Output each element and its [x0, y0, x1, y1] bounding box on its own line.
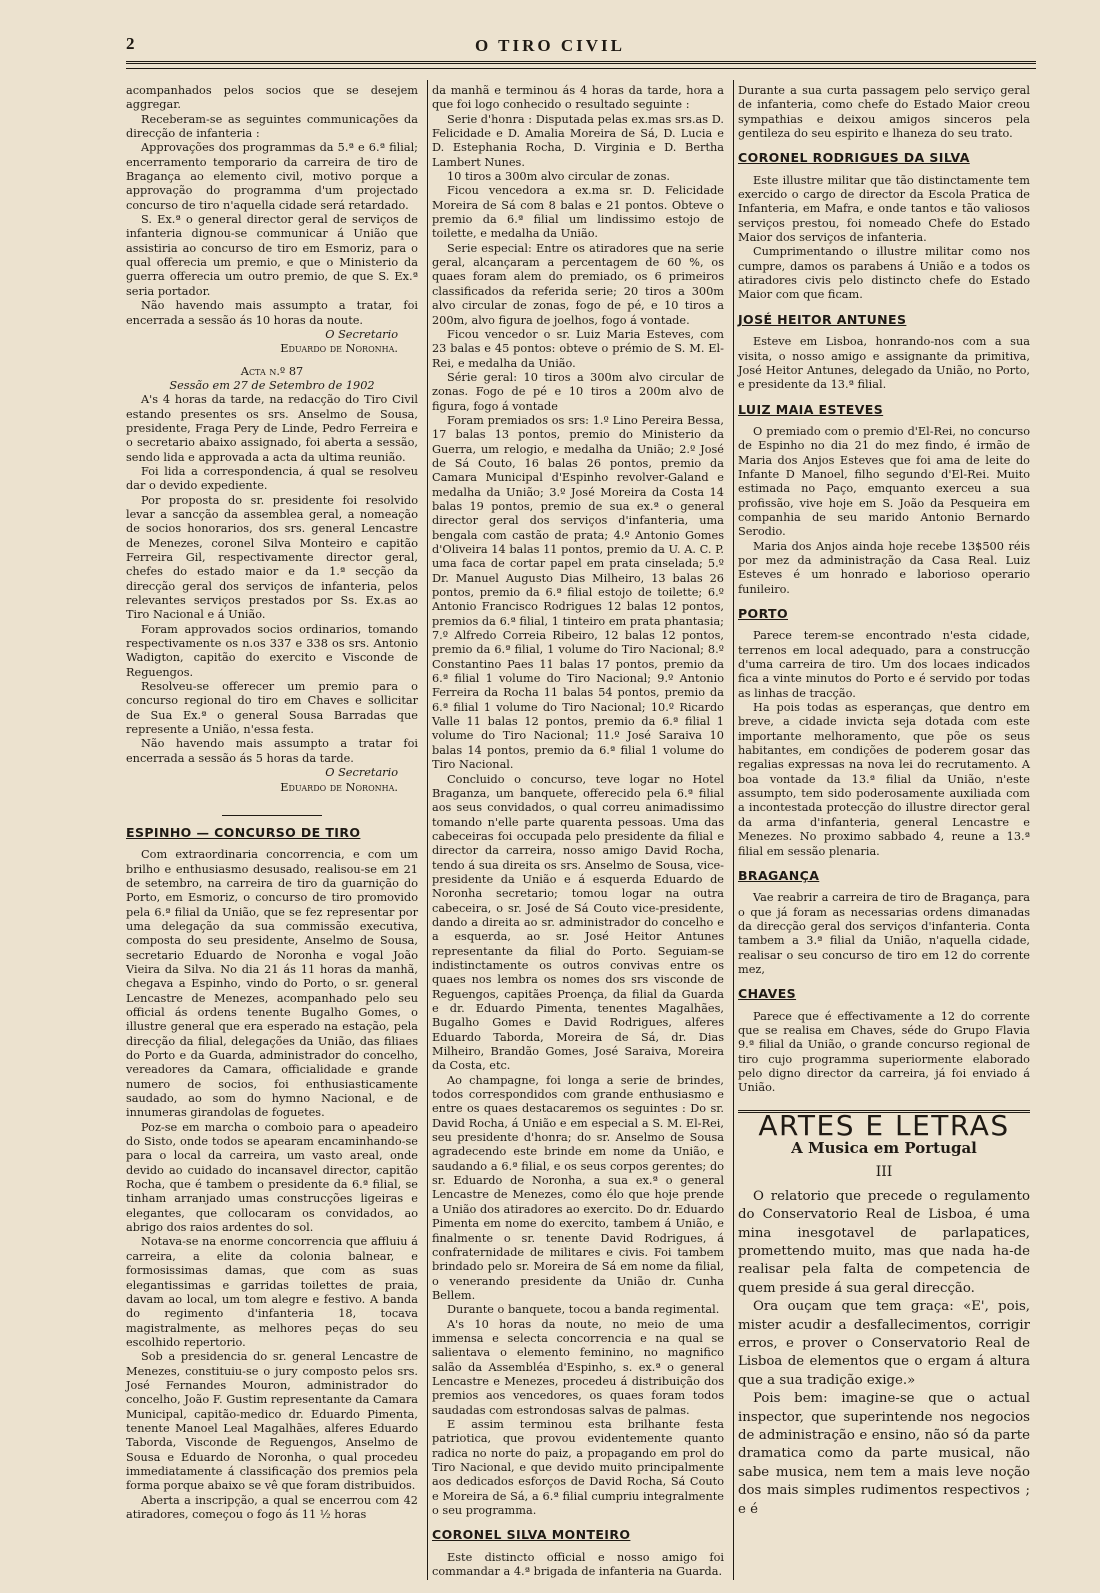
column-divider	[427, 80, 428, 1580]
paragraph: Parece que é effectivamente a 12 do corrente que se realisa em Chaves, séde do Grupo Flavia 9.ª filial da União, o grande concurso regional de tiro cujo programma superiormente elaborado pelo digno director da carreira, já foi enviado á União.	[738, 1009, 1030, 1095]
paragraph: Notava-se na enorme concorrencia que affluiu á carreira, a elite da colonia balnear, e formosissimas damas, que com as suas elegantissimas e garridas toilettes de praia, davam ao local, um tom alegre e festivo. A banda do regimento d'infanteria 18, tocava magistralmente, as melhores peças do seu escolhido repertorio.	[126, 1235, 418, 1349]
paragraph: Série geral: 10 tiros a 300m alvo circular de zonas. Fogo de pé e 10 tiros a 200m alvo de figura, fogo á vontade	[432, 370, 724, 413]
column-1	[126, 84, 418, 1522]
paragraph: Serie d'honra : Disputada pelas ex.mas srs.as D. Felicidade e D. Amalia Moreira de Sá, D. Lucia e D. Estephania Rocha, D. Virginia e D. Bertha Lambert Nunes.	[432, 112, 724, 169]
signature-role: O Secretario	[325, 327, 398, 341]
paragraph: Ao champagne, foi longa a serie de brindes, todos correspondidos com grande enthusiasmo e entre os quaes destacaremos os seguintes : Do sr. David Rocha, á União e em especial a S. M. El-Rei, seu presidente d'honra; do sr. Anselmo de Sousa agradecendo este brinde em nome da União, e saudando a 6.ª filial, e os seus corpos gerentes; do sr. Eduardo de Noronha, a sua ex.ª o general Lencastre de Menezes, como élo que hoje prende a União dos atiradores ao exercito. Do dr. Eduardo Pimenta em nome do exercito, tambem á União, e finalmente o sr. tenente David Rodrigues, á confraternidade de militares e civis. Foi tambem brindado pelo sr. Moreira de Sá em nome da filial, o venerando presidente da União dr. Cunha Bellem.	[432, 1073, 724, 1302]
header-rule-thin	[126, 68, 1036, 69]
paragraph: Ficou vencedora a ex.ma sr. D. Felicidade Moreira de Sá com 8 balas e 21 pontos. Obteve o premio da 6.ª filial um lindissimo estojo de toilette, e medalha da União.	[432, 184, 724, 241]
paragraph: Vae reabrir a carreira de tiro de Bragança, para o que já foram as necessarias ordens dimanadas da direcção geral dos serviços d'infanteria. Conta tambem a 3.ª filial da União, n'aquella cidade, realisar o seu concurso de tiro em 12 do corrente mez,	[738, 891, 1030, 976]
signature-name: Eduardo de Noronha.	[280, 342, 398, 356]
section-heading-silva-monteiro: CORONEL SILVA MONTEIRO	[432, 1527, 631, 1543]
paragraph: E assim terminou esta brilhante festa patriotica, que provou evidentemente quanto radica no norte do paiz, a propagando em prol do Tiro Nacional, e que devido muito principalmente aos dedicados esforços de David Rocha, Sá Couto e Moreira de Sá, a 6.ª filial cumpriu integralmente o seu programma.	[432, 1417, 724, 1518]
section-title-artes-e-letras: ARTES E LETRAS	[758, 1108, 1010, 1142]
paragraph: Poz-se em marcha o comboio para o apeadeiro do Sisto, onde todos se apearam encaminhando-se para o local da carreira, um vasto areal, onde devido ao cuidado do incansavel director, capitão Rocha, que é tambem o presidente da 6.ª filial, se tinham arranjado umas construcções ligeiras e elegantes, que collocaram os convidados, ao abrigo dos raios ardentes do sol.	[126, 1120, 418, 1235]
paragraph: Receberam-se as seguintes communicações da direcção de infanteria :	[126, 112, 418, 141]
chapter-number: III	[875, 1164, 893, 1181]
paragraph: Ora ouçam que tem graça: «E', pois, mister acudir a desfallecimentos, corrigir erros, e prover o Conservatorio Real de Lisboa de elementos que o ergam á altura que a sua tradição exige.»	[738, 1299, 1030, 1388]
paragraph: 10 tiros a 300m alvo circular de zonas.	[447, 170, 670, 184]
paragraph: Ha pois todas as esperanças, que dentro em breve, a cidade invicta seja dotada com este importante melhoramento, que põe os seus habitantes, em condições de poderem gosar das regalias expressas na nova lei do recrutamento. A boa vontade da 13.ª filial da União, n'este assumpto, tem sido poderosamente auxiliada com a incontestada protecção do illustre director geral da arma d'infanteria, general Lencastre e Menezes. No proximo sabbado 4, reune a 13.ª filial em sessão plenaria.	[738, 701, 1030, 858]
paragraph: Esteve em Lisboa, honrando-nos com a sua visita, o nosso amigo e assignante da primitiva, José Heitor Antunes, delegado da União, no Porto, e presidente da 13.ª filial.	[738, 335, 1030, 392]
paragraph: Foi lida a correspondencia, á qual se resolveu dar o devido expediente.	[126, 464, 418, 493]
paragraph: acompanhados pelos socios que se desejem aggregar.	[126, 84, 418, 112]
paragraph: Resolveu-se offerecer um premio para o concurso regional do tiro em Chaves e sollicitar de Sua Ex.ª o general Sousa Barradas que represente a União, n'essa festa.	[126, 680, 418, 737]
paragraph: O premiado com o premio d'El-Rei, no concurso de Espinho no dia 21 do mez findo, é irmão de Maria dos Anjos Esteves que foi ama de leite do Infante D Manoel, filho segundo d'El-Rei. Muito estimada no Paço, emquanto exerceu a sua profissão, vive hoje em S. João da Pesqueira em companhia de seu marido Antonio Bernardo Serodio.	[738, 424, 1030, 539]
paragraph: S. Ex.ª o general director geral de serviços de infanteria dignou-se communicar á União que assistiria ao concurso de tiro em Esmoriz, para o qual offerecia um premio, e que o Ministerio da guerra offerecia um outro premio, de que S. Ex.ª seria portador.	[126, 213, 418, 298]
section-heading-heitor-antunes: JOSÉ HEITOR ANTUNES	[738, 311, 907, 327]
column-2	[432, 84, 724, 1579]
section-heading-espinho: ESPINHO — CONCURSO DE TIRO	[126, 824, 361, 840]
paragraph: O relatorio que precede o regulamento do Conservatorio Real de Lisboa, é uma mina inesgotavel de parlapatices, promettendo muito, mas que nada ha-de realisar pela falta de competencia de quem preside á sua geral direcção.	[738, 1188, 1030, 1296]
paragraph: Concluido o concurso, teve logar no Hotel Braganza, um banquete, offerecido pela 6.ª filial aos seus convidados, o qual correu animadissimo tomando n'elle parte quarenta pessoas. Uma das cabeceiras foi occupada pelo presidente da filial e director da carreira, nosso amigo David Rocha, tendo á sua direita os srs. Anselmo de Sousa, vice-presidente da União e á esquerda Eduardo de Noronha secretario; tomou logar na outra cabeceira, o sr. José de Sá Couto vice-presidente, dando a direita ao sr. administrador do concelho e a esquerda, ao sr. José Heitor Antunes representante da filial do Porto. Seguiam-se indistinctamente os outros convivas entre os quaes nos lembra os nomes dos srs visconde de Reguengos, capitães Proença, da filial da Guarda e dr. Eduardo Pimenta, tenentes Magalhães, Bugalho Gomes e David Rodrigues, alferes Eduardo Taborda, Moreira de Sá, dr. Dias Milheiro, Brandão Gomes, José Saraiva, Moreira da Costa, etc.	[432, 772, 724, 1073]
header-rule	[126, 61, 1036, 64]
section-heading-chaves: CHAVES	[738, 986, 797, 1002]
paragraph: Por proposta do sr. presidente foi resolvido levar a sancção da assemblea geral, a nomeação de socios honorarios, dos srs. general Lencastre de Menezes, coronel Silva Monteiro e capitão Ferreira Gil, respectivamente director geral, chefes do estado maior e da 1.ª secção da direcção geral dos serviços de infanteria, pelos relevantes serviços prestados por Ss. Ex.as ao Tiro Nacional e á União.	[126, 493, 418, 622]
paragraph: Durante o banquete, tocou a banda regimental.	[447, 1303, 720, 1317]
column-divider	[733, 80, 734, 1580]
masthead: O TIRO CIVIL	[475, 36, 625, 55]
paragraph: Com extraordinaria concorrencia, e com um brilho e enthusiasmo desusado, realisou-se em 21 de setembro, na carreira de tiro da guarnição do Porto, em Esmoriz, o concurso de tiro promovido pela 6.ª filial da União, que se fez representar por uma delegação da sua commissão executiva, composta do seu presidente, Anselmo de Sousa, secretario Eduardo de Noronha e vogal João Vieira da Silva. No dia 21 ás 11 horas da manhã, chegava a Espinho, vindo do Porto, o sr. general Lencastre de Menezes, acompanhado pelo seu official ás ordens tenente Bugalho Gomes, o illustre general que era esperado na estação, pela direcção da filial, delegações da União, das filiaes do Porto e da Guarda, administrador do concelho, vereadores da Camara, officialidade e grande numero de socios, foi enthusiasticamente saudado, ao som do hymno Nacional, e de innumeras girandolas de foguetes.	[126, 848, 418, 1120]
paragraph: Ficou vencedor o sr. Luiz Maria Esteves, com 23 balas e 45 pontos: obteve o prémio de S. M. El-Rei, e medalha da União.	[432, 327, 724, 370]
paragraph: Maria dos Anjos ainda hoje recebe 13$500 réis por mez da administração da Casa Real. Luiz Esteves é um honrado e laborioso operario funileiro.	[738, 539, 1030, 596]
paragraph: A's 10 horas da noute, no meio de uma immensa e selecta concorrencia e na qual se salientava o elemento feminino, no magnifico salão da Assembléa d'Espinho, s. ex.ª o general Lencastre e Menezes, procedeu á distribuição dos premios aos vencedores, os quaes foram todos saudadas com estrondosas salvas de palmas.	[432, 1317, 724, 1417]
signature-role: O Secretario	[325, 766, 398, 780]
paragraph: Sob a presidencia do sr. general Lencastre de Menezes, constituiu-se o jury composto pelos srs. José Fernandes Mouron, administrador do concelho, João F. Gustim representante da Camara Municipal, capitão-medico dr. Eduardo Pimenta, tenente Manoel Leal Magalhães, alferes Eduardo Taborda, Visconde de Reguengos, Anselmo de Sousa e Eduardo de Noronha, o qual procedeu immediatamente á classificação dos premios pela forma porque abaixo se vê que foram distribuidos.	[126, 1350, 418, 1493]
section-heading-braganca: BRAGANÇA	[738, 867, 820, 883]
section-heading-maia-esteves: LUIZ MAIA ESTEVES	[738, 401, 884, 417]
paragraph: Este distincto official e nosso amigo foi commandar a 4.ª brigada de infanteria na Guarda.	[432, 1550, 724, 1579]
paragraph: Este illustre militar que tão distinctamente tem exercido o cargo de director da Escola Pratica de Infanteria, em Mafra, e onde tantos e tão valiosos serviços prestou, foi nomeado Chefe do Estado Maior dos serviços de infanteria.	[738, 173, 1030, 245]
paragraph: da manhã e terminou ás 4 horas da tarde, hora a que foi logo conhecido o resultado seguinte :	[432, 84, 724, 112]
paragraph: Foram approvados socios ordinarios, tomando respectivamente os n.os 337 e 338 os srs. Antonio Wadigton, capitão do exercito e Visconde de Reguengos.	[126, 622, 418, 679]
signature-name: Eduardo de Noronha.	[280, 780, 398, 794]
paragraph: Durante a sua curta passagem pelo serviço geral de infanteria, como chefe do Estado Maior creou sympathias e deixou amigos sinceros pela gentileza do seu espirito e lhaneza do seu trato.	[738, 84, 1030, 141]
paragraph: Foram premiados os srs: 1.º Lino Pereira Bessa, 17 balas 13 pontos, premio do Ministerio da Guerra, um relogio, e medalha da União; 2.º José de Sá Couto, 16 balas 26 pontos, premio da Camara Municipal d'Espinho revolver-Galand e medalha da União; 3.º José Moreira da Costa 14 balas 19 pontos, premio de sua ex.ª o general director geral dos serviços d'infanteria, uma bengala com castão de prata; 4.º Antonio Gomes d'Oliveira 14 balas 11 pontos, premio da U. A. C. P. uma faca de cortar papel em prata cinselada; 5.º Dr. Manuel Augusto Dias Milheiro, 13 balas 26 pontos, premio da 6.ª filial estojo de toilette; 6.º Antonio Francisco Rodrigues 12 balas 12 pontos, premios da 6.ª filial, 1 tinteiro em prata phantasia; 7.º Alfredo Correia Ribeiro, 12 balas 12 pontos, premio da 6.ª filial, 1 volume do Tiro Nacional; 8.º Constantino Paes 11 balas 17 pontos, premio da 6.ª filial 1 volume do Tiro Nacional; 9.º Antonio Ferreira da Rocha 11 balas 54 pontos, premio da 6.ª filial 1 volume do Tiro Nacional; 10.º Ricardo Valle 11 balas 12 pontos, premio da 6.ª filial 1 volume do Tiro Nacional; 11.º José Saraiva 10 balas 14 pontos, premio da 6.ª filial 1 volume do Tiro Nacional.	[432, 413, 724, 772]
section-heading-porto: PORTO	[738, 606, 789, 621]
article-title: A Musica em Portugal	[791, 1139, 977, 1157]
separator	[222, 815, 322, 816]
section-heading-rodrigues-da-silva: CORONEL RODRIGUES DA SILVA	[738, 150, 970, 166]
paragraph: Approvações dos programmas da 5.ª e 6.ª filial; encerramento temporario da carreira de tiro de Bragança ao elemento civil, motivo porque a approvação do programma d'um projectado concurso de tiro n'aquella cidade será retardado.	[126, 141, 418, 212]
paragraph: Não havendo mais assumpto a tratar, foi encerrada a sessão ás 10 horas da noute.	[126, 299, 418, 327]
paragraph: Aberta a inscripção, a qual se encerrou com 42 atiradores, começou o fogo ás 11 ½ horas	[126, 1493, 418, 1521]
paragraph: Cumprimentando o illustre militar como nos cumpre, damos os parabens á União e a todos os atiradores civis pelo distincto chefe do Estado Maior com que ficam.	[738, 245, 1030, 302]
column-3	[738, 84, 1030, 1519]
paragraph: Pois bem: imagine-se que o actual inspector, que superintende nos negocios de administração e ensino, não só da parte dramatica como da parte musical, não sabe musica, nem tem a mais leve noção dos mais simples rudimentos respectivos ; e é	[738, 1391, 1030, 1517]
paragraph: Serie especial: Entre os atiradores que na serie geral, alcançaram a percentagem de 60 %, os quaes foram alem do premiado, os 6 primeiros classificados da referida serie; 20 tiros a 300m alvo circular de zonas, fogo de pé, e 10 tiros a 200m, alvo figura de joelhos, fogo á vontade.	[432, 241, 724, 327]
paragraph: A's 4 horas da tarde, na redacção do Tiro Civil estando presentes os srs. Anselmo de Sousa, presidente, Fraga Pery de Linde, Pedro Ferreira e o secretario abaixo assignado, foi aberta a sessão, sendo lida e approvada a acta da ultima reunião.	[126, 393, 418, 464]
acta-title: Acta n.º 87	[240, 364, 304, 378]
acta-date: Sessão em 27 de Setembro de 1902	[169, 378, 375, 392]
paragraph: Parece terem-se encontrado n'esta cidade, terrenos em local adequado, para a construcção d'uma carreira de tiro. Um dos locaes indicados fica a vinte minutos do Porto e é servido por todas as linhas de tracção.	[738, 629, 1030, 700]
paragraph: Não havendo mais assumpto a tratar foi encerrada a sessão ás 5 horas da tarde.	[126, 737, 418, 765]
page-number: 2	[126, 34, 135, 53]
